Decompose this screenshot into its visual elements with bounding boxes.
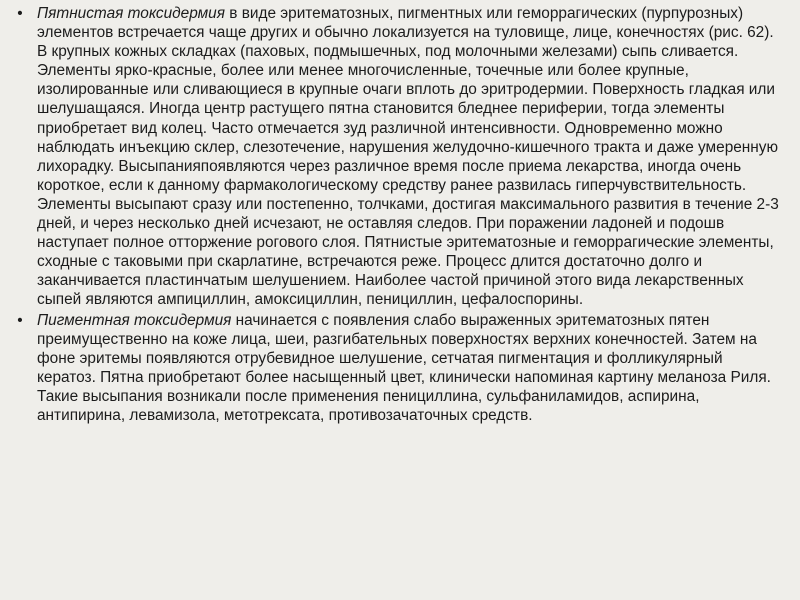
bullet-item-pigmented-toxidermia [12,311,782,426]
bullet-dot-icon: • [17,5,23,22]
term-spotted-toxidermia: Пятнистая токсидермия [37,5,225,22]
description-spotted-toxidermia: в виде эритематозных, пигментных или геморрагических (пурпурозных) элементов встречается чаще других и обычно локализуется на туловище, лице, конечностях (рис. 62). В крупных кожных складках (паховых, подмышечных, под молочными железами) сыпь сливается. Элементы ярко-красные, более или менее многочисленные, точечные или более крупные, изолированные или сливающиеся в крупные очаги вплоть до эритродермии. Поверхность гладкая или шелушащаяся. Иногда центр растущего пятна становится бледнее периферии, тогда элементы приобретает вид колец. Часто отмечается зуд различной интенсивности. Одновременно можно наблюдать инъекцию склер, слезотечение, нарушения желудочно-кишечного тракта и даже умеренную лихорадку. Высыпанияпоявляются через различное время после приема лекарства, иногда очень короткое, если к данному фармакологическому средству ранее развилась гиперчувствительность. Элементы высыпают сразу или постепенно, толчками, достигая максимального развития в течение 2-3 дней, и через несколько дней исчезают, не оставляя следов. При поражении ладоней и подошв наступает полное отторжение рогового слоя. Пятнистые эритематозные и геморрагические элементы, сходные с таковыми при скарлатине, встречаются реже. Процесс длится достаточно долго и заканчивается пластинчатым шелушением. Наиболее частой причиной этого вида лекарственных сыпей являются ампициллин, амоксициллин, пенициллин, цефалоспорины. [37,5,779,309]
bullet-list [12,4,782,425]
bullet-dot-icon: • [17,311,23,329]
term-pigmented-toxidermia: Пигментная токсидермия [37,311,232,329]
description-pigmented-toxidermia: начинается с появления слабо выраженных эритематозных пятен преимущественно на коже лица, шеи, разгибательных поверхностях верхних конечностей. Затем на фоне эритемы появляются отрубевидное шелушение, сетчатая пигментация и фолликулярный кератоз. Пятна приобретают более насыщенный цвет, клинически напоминая картину меланоза Риля. Такие высыпания возникали после применения пенициллина, сульфаниламидов, аспирина, антипирина, левамизола, метотрексата, противозачаточных средств. [37,311,771,424]
bullet-item-spotted-toxidermia [12,4,782,310]
